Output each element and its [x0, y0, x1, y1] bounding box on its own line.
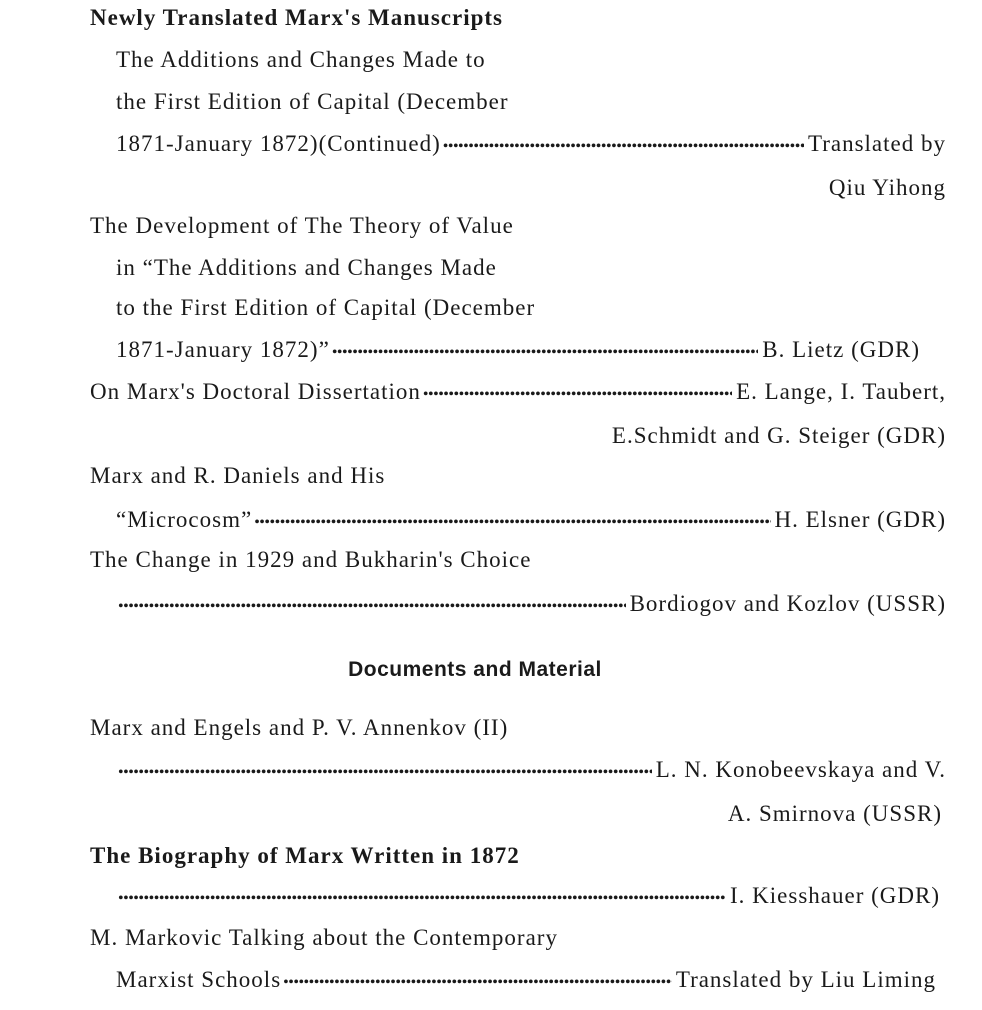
entry-2-title-line-4: 1871-January 1872)”: [116, 337, 330, 362]
dot-leader: [118, 885, 726, 913]
entry-4-title-line-1: Marx and R. Daniels and His: [90, 463, 386, 488]
entry-3-title: On Marx's Doctoral Dissertation: [90, 379, 421, 404]
doc-3-leader-row: [116, 966, 936, 994]
entry-1-title-line-1: Newly Translated Marx's Manuscripts: [90, 5, 503, 30]
entry-5-author: Bordiogov and Kozlov (USSR): [629, 591, 946, 616]
entry-4-title-line-2: “Microcosm”: [116, 507, 253, 532]
doc-1-leader-row: [116, 756, 946, 784]
entry-3-author: E. Lange, I. Taubert,: [736, 379, 946, 404]
entry-5-title-line-1: The Change in 1929 and Bukharin's Choice: [90, 547, 532, 572]
entry-4-leader-row: [116, 506, 946, 534]
section-heading: Documents and Material: [348, 658, 602, 681]
entry-2-leader-row: [116, 336, 920, 364]
entry-1-leader-row: [116, 130, 946, 158]
doc-2-author: I. Kiesshauer (GDR): [730, 883, 940, 908]
dot-leader: [118, 759, 652, 787]
doc-3-title-line-1: M. Markovic Talking about the Contemporary: [90, 925, 558, 950]
doc-3-author: Translated by Liu Liming: [675, 967, 936, 992]
dot-leader: [118, 593, 626, 621]
entry-3-author-cont: E.Schmidt and G. Steiger (GDR): [611, 423, 946, 448]
entry-2-author: B. Lietz (GDR): [762, 337, 920, 362]
entry-3-leader-row: [90, 378, 946, 406]
doc-1-author-cont: A. Smirnova (USSR): [727, 801, 942, 826]
dot-leader: [254, 509, 770, 537]
entry-1-title-line-3: the First Edition of Capital (December: [116, 89, 509, 114]
doc-3-title-line-2: Marxist Schools: [116, 967, 282, 992]
entry-2-title-line-2: in “The Additions and Changes Made: [116, 255, 497, 280]
dot-leader: [332, 339, 758, 367]
doc-1-title-line-1: Marx and Engels and P. V. Annenkov (II): [90, 715, 509, 740]
doc-2-leader-row: [116, 882, 940, 910]
entry-5-leader-row: [116, 590, 946, 618]
entry-1-author-cont: Qiu Yihong: [828, 175, 946, 200]
entry-1-title-line-4: 1871-January 1872)(Continued): [116, 131, 441, 156]
dot-leader: [443, 133, 804, 161]
doc-1-author: L. N. Konobeevskaya and V.: [655, 757, 946, 782]
entry-4-author: H. Elsner (GDR): [774, 507, 946, 532]
doc-2-title-line-1: The Biography of Marx Written in 1872: [90, 843, 520, 868]
entry-1-title-line-2: The Additions and Changes Made to: [116, 47, 486, 72]
dot-leader: [283, 969, 672, 997]
entry-1-author: Translated by: [807, 131, 946, 156]
entry-2-title-line-1: The Development of The Theory of Value: [90, 213, 514, 238]
dot-leader: [423, 381, 732, 409]
entry-2-title-line-3: to the First Edition of Capital (December: [116, 295, 536, 320]
